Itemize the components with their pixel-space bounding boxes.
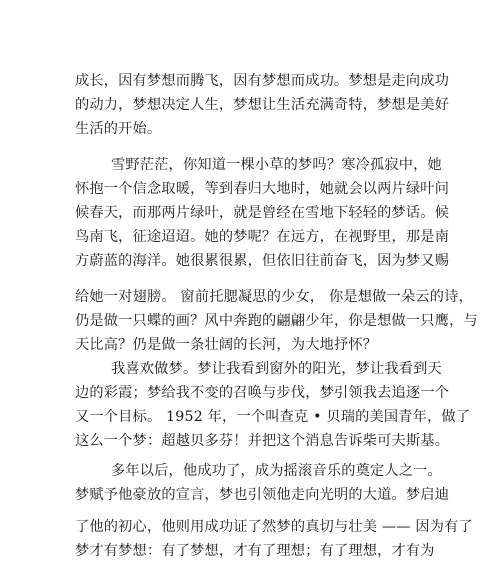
text-line: 我喜欢做梦。梦让我看到窗外的阳光，梦让我看到天 [111,361,442,377]
text-line: 多年以后，他成功了，成为摇滚音乐的奠定人之一。 [111,463,442,479]
text-line: 仍是做一只蝶的画？风中奔跑的翩翩少年，你是想做一只鹰，与 [75,313,478,329]
text-line: 方蔚蓝的海洋。她很累很累，但依旧往前奋飞，因为梦又赐 [75,253,450,269]
text-line: 天比高？仍是做一条壮阔的长河，为大地抒怀？ [75,337,378,353]
text-line: 了他的初心，他则用成功证了然梦的真切与壮美 —— 因为有了 [75,519,473,535]
text-line: 怀抱一个信念取暖，等到春归大地时，她就会以两片绿叶问 [75,181,450,197]
text-line: 梦赋予他豪放的宣言，梦也引领他走向光明的大道。梦启迪 [75,487,450,503]
text-line: 梦才有梦想：有了梦想，才有了理想；有了理想，才有为 [75,543,435,559]
text-line: 边的彩霞；梦给我不变的召唤与步伐，梦引领我去追逐一个 [75,385,450,401]
text-line: 候春天，而那两片绿叶，就是曾经在雪地下轻轻的梦话。候 [75,205,450,221]
text-line: 雪野茫茫，你知道一棵小草的梦吗？寒冷孤寂中，她 [111,157,442,173]
text-line: 鸟南飞，征途迢迢。她的梦呢？在远方，在视野里，那是南 [75,229,450,245]
text-line: 生活的开始。 [75,121,162,137]
text-line: 的动力，梦想决定人生，梦想让生活充满奇特，梦想是美好 [75,97,450,113]
text-line: 成长，因有梦想而腾飞，因有梦想而成功。梦想是走向成功 [75,73,450,89]
text-line: 又一个目标。 1952 年，一个叫查克 • 贝瑞的美国青年，做了 [75,409,471,425]
text-line: 给她一对翅膀。 窗前托腮凝思的少女， 你是想做一朵云的诗， [75,289,473,305]
text-line: 这么一个梦：超越贝多芬！并把这个消息告诉柴可夫斯基。 [75,433,450,449]
